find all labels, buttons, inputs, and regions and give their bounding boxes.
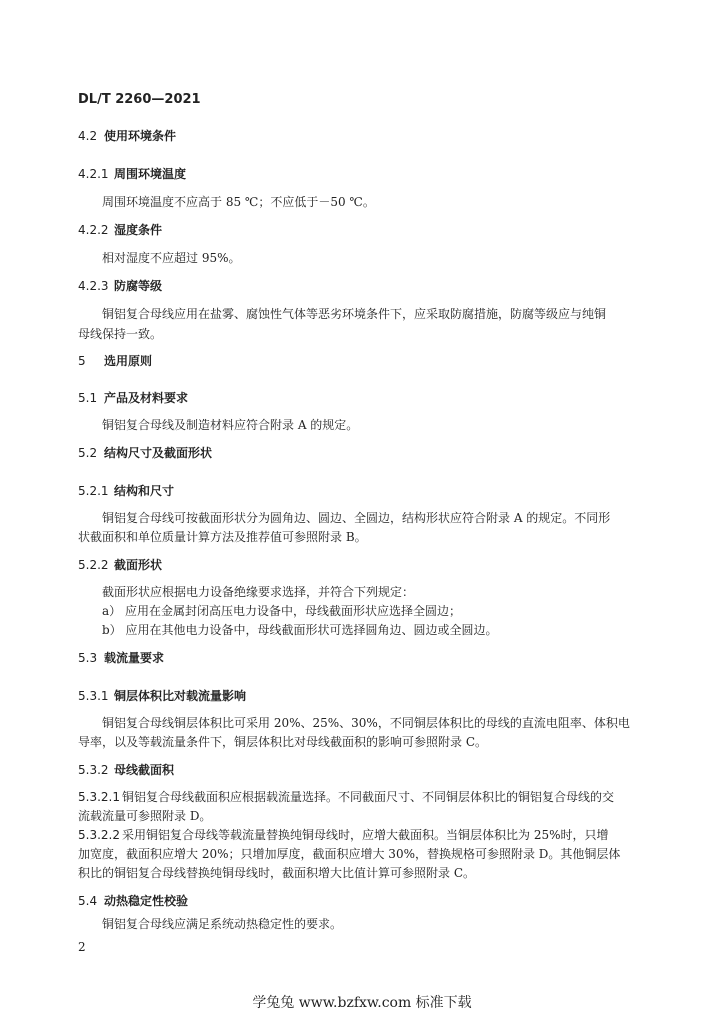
line-text: 铜铝复合母线可按截面形状分为圆角边、圆边、全圆边，结构形状应符合附录 A 的规定。不同形 xyxy=(102,511,611,525)
line-text: 导率，以及等载流量条件下，铜层体积比对母线截面积的影响可参照附录 C。 xyxy=(78,735,487,749)
body-text-line xyxy=(78,808,211,824)
section-heading xyxy=(78,353,152,369)
body-text-line xyxy=(78,846,620,862)
line-text: 截面形状 xyxy=(114,558,163,572)
clause-number: 5.4 xyxy=(78,894,98,908)
line-text: 周围环境温度不应高于 85 ℃；不应低于－50 ℃。 xyxy=(102,195,375,209)
clause-number: 5.3.2.2 xyxy=(78,828,120,842)
section-heading xyxy=(78,166,186,182)
clause-number: 5.3.2 xyxy=(78,763,109,777)
line-text: 母线截面积 xyxy=(114,763,175,777)
line-text: 母线保持一致。 xyxy=(78,327,163,341)
site-footer-watermark: 学兔兔 www.bzfxw.com 标准下载 xyxy=(252,995,472,1011)
body-text-line xyxy=(78,734,487,750)
body-text-line xyxy=(102,250,241,266)
section-heading xyxy=(78,222,162,238)
line-text: a） 应用在金属封闭高压电力设备中，母线截面形状应选择全圆边； xyxy=(102,604,461,618)
section-heading xyxy=(78,557,162,573)
line-text: 铜铝复合母线应满足系统动热稳定性的要求。 xyxy=(102,917,343,931)
clause-number: 5.2.2 xyxy=(78,558,109,572)
line-text: 使用环境条件 xyxy=(104,129,177,143)
body-text-line xyxy=(102,603,461,619)
line-text: 铜铝复合母线铜层体积比可采用 20%、25%、30%，不同铜层体积比的母线的直流电阻率、体积电 xyxy=(102,716,630,730)
clause-number: 4.2 xyxy=(78,129,98,143)
line-text: 湿度条件 xyxy=(114,223,163,237)
line-text: 结构尺寸及截面形状 xyxy=(104,446,213,460)
body-text-line xyxy=(78,827,609,843)
clause-number: 5 xyxy=(78,354,86,368)
line-text: 载流量要求 xyxy=(104,651,165,665)
clause-number: 4.2.3 xyxy=(78,279,109,293)
body-text-line xyxy=(102,622,498,638)
body-text-line xyxy=(102,510,610,526)
line-text: 防腐等级 xyxy=(114,279,163,293)
body-text-line xyxy=(102,417,358,433)
line-text: 铜铝复合母线及制造材料应符合附录 A 的规定。 xyxy=(102,418,359,432)
line-text: 产品及材料要求 xyxy=(104,391,189,405)
body-text-line xyxy=(78,326,162,342)
section-heading xyxy=(78,650,164,666)
line-text: 截面形状应根据电力设备绝缘要求选择，并符合下列规定： xyxy=(102,585,415,599)
section-heading xyxy=(78,128,176,144)
section-heading xyxy=(78,445,212,461)
clause-number: 5.3 xyxy=(78,651,98,665)
clause-number: 5.2 xyxy=(78,446,98,460)
line-text: 加宽度，截面积应增大 20%；只增加厚度，截面积应增大 30%，替换规格可参照附录 D。其他铜层体 xyxy=(78,847,621,861)
body-text-line xyxy=(102,194,375,210)
section-heading xyxy=(78,483,174,499)
section-heading xyxy=(78,762,174,778)
body-text-line xyxy=(102,715,630,731)
line-text: 流载流量可参照附录 D。 xyxy=(78,809,212,823)
clause-number: 5.3.2.1 xyxy=(78,790,120,804)
body-text-line xyxy=(78,529,367,545)
line-text: 动热稳定性校验 xyxy=(104,894,189,908)
line-text: 状截面积和单位质量计算方法及推荐值可参照附录 B。 xyxy=(78,530,367,544)
section-heading xyxy=(78,893,188,909)
line-text: 采用铜铝复合母线等载流量替换纯铜母线时，应增大截面积。当铜层体积比为 25%时，只增 xyxy=(122,828,609,842)
standard-code-header: DL/T 2260—2021 xyxy=(78,92,201,107)
line-text: 相对湿度不应超过 95%。 xyxy=(102,251,241,265)
body-text-line xyxy=(102,584,414,600)
body-text-line xyxy=(102,306,606,322)
line-text: 周围环境温度 xyxy=(114,167,187,181)
section-heading xyxy=(78,278,162,294)
clause-number: 5.2.1 xyxy=(78,484,109,498)
clause-number: 5.3.1 xyxy=(78,689,109,703)
line-text: 结构和尺寸 xyxy=(114,484,175,498)
clause-number: 4.2.1 xyxy=(78,167,109,181)
clause-number: 4.2.2 xyxy=(78,223,109,237)
line-text: 铜铝复合母线应用在盐雾、腐蚀性气体等恶劣环境条件下，应采取防腐措施，防腐等级应与纯铜 xyxy=(102,307,607,321)
line-text: b） 应用在其他电力设备中，母线截面形状可选择圆角边、圆边或全圆边。 xyxy=(102,623,498,637)
page-number: 2 xyxy=(78,940,86,954)
line-text: 选用原则 xyxy=(104,354,153,368)
body-text-line xyxy=(78,865,475,881)
body-text-line xyxy=(102,916,342,932)
section-heading xyxy=(78,688,246,704)
line-text: 铜铝复合母线截面积应根据载流量选择。不同截面尺寸、不同铜层体积比的铜铝复合母线的交 xyxy=(122,790,615,804)
line-text: 积比的铜铝复合母线替换纯铜母线时，截面积增大比值计算可参照附录 C。 xyxy=(78,866,475,880)
body-text-line xyxy=(78,789,614,805)
line-text: 铜层体积比对载流量影响 xyxy=(114,689,247,703)
section-heading xyxy=(78,390,188,406)
clause-number: 5.1 xyxy=(78,391,98,405)
